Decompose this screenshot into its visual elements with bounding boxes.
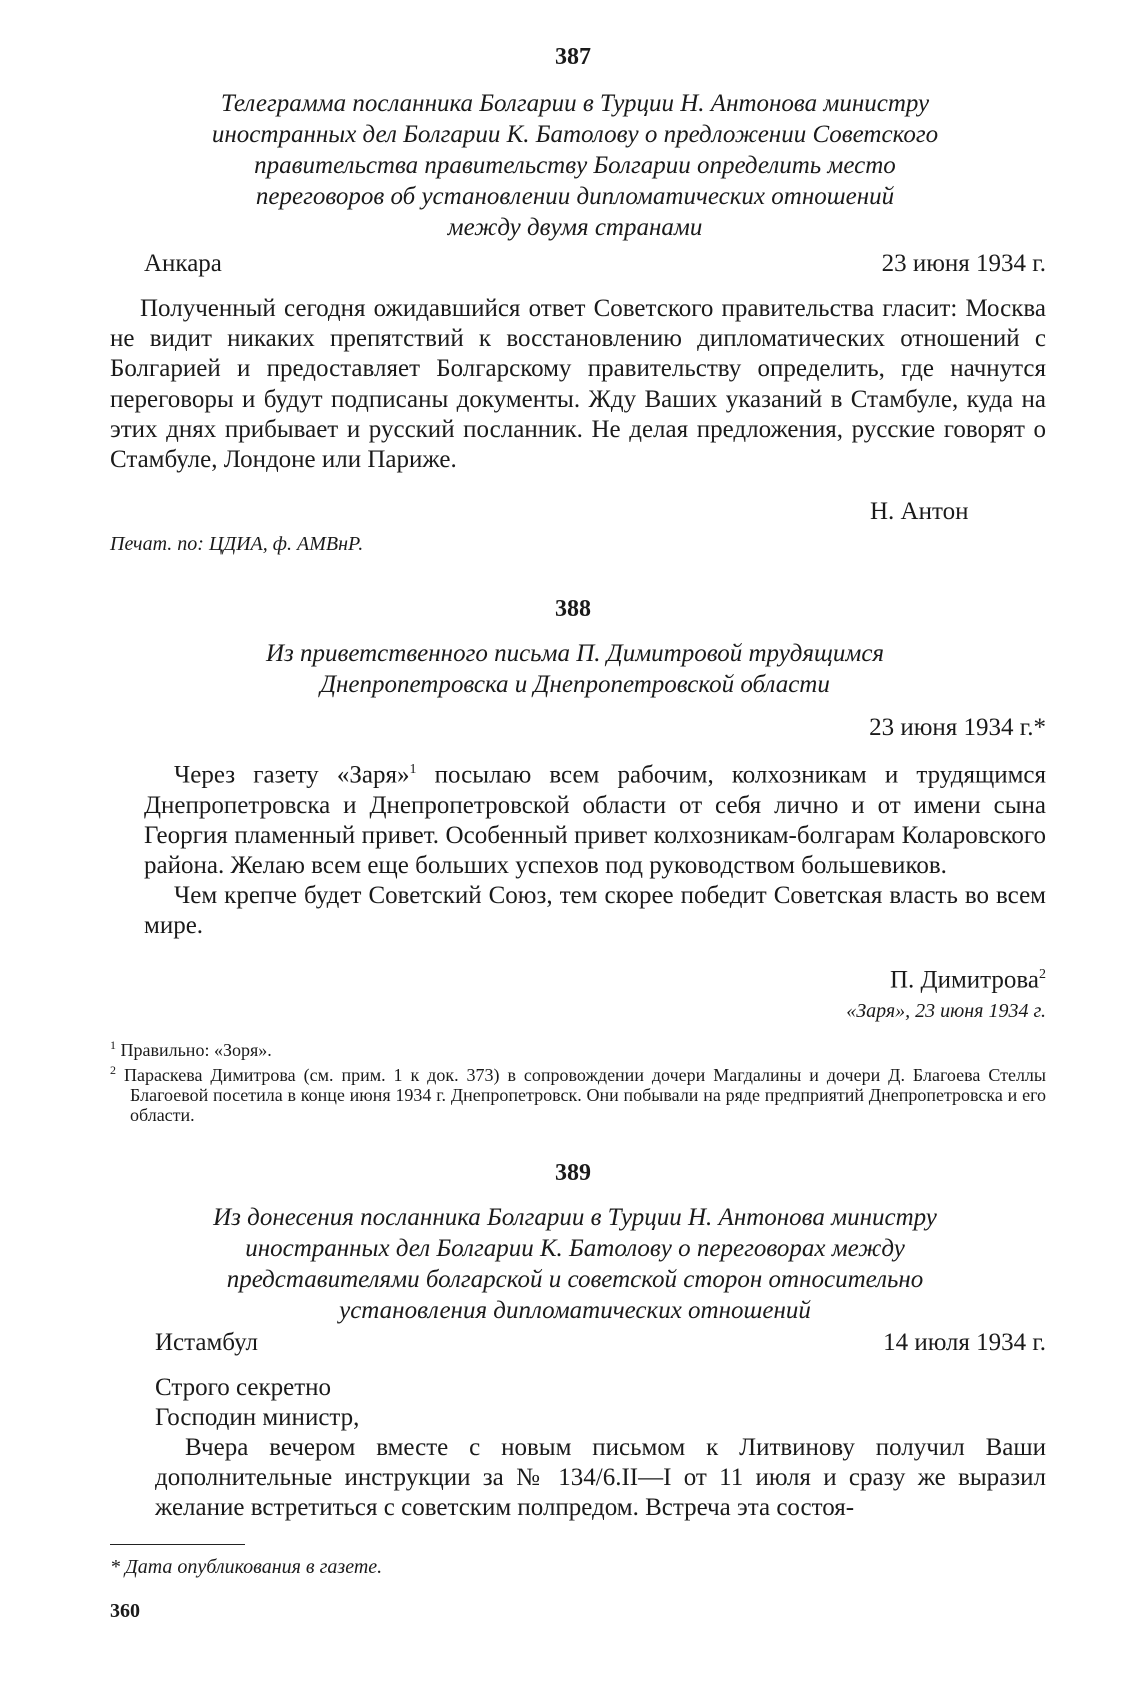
date-387: 23 июня 1934 г. — [881, 250, 1046, 277]
title-line: установления дипломатических отношений — [339, 1297, 811, 1324]
text: посылаю всем рабочим, колхозникам и трудящимся Днепропетровска и Днепропетровской области от себя лично и от имени сына Георгия пламенный привет. Особенный привет колхозникам-болгарам Коларовского района. Желаю всем еще больших успехов под руководством большевиков. — [144, 761, 1046, 879]
source-note-388: «Заря», 23 июня 1934 г. — [846, 1000, 1046, 1022]
signature-388 — [700, 960, 1046, 995]
footnote-rule — [110, 1544, 245, 1545]
document-title-389 — [110, 1202, 1040, 1326]
title-line: между двумя странами — [447, 214, 703, 241]
paragraph: Полученный сегодня ожидавшийся ответ Советского правительства гласит: Москва не видит никаких препятствий к восстановлению дипломатических отношений с Болгарией и предоставляет Болгарскому правительству определить, где начнутся переговоры и будут подписаны документы. Жду Ваших указаний в Стамбуле, куда на этих днях прибывает и русский посланник. Не делая предложения, русские говорят о Стамбуле, Лондоне или Париже. — [110, 295, 1046, 474]
footnote-mark: 2 — [110, 1063, 116, 1077]
body-388 — [144, 755, 1046, 942]
document-number-388: 388 — [555, 596, 591, 622]
title-line: иностранных дел Болгарии К. Батолову о предложении Советского — [211, 121, 939, 148]
signature-387: Н. Антон — [870, 498, 969, 525]
footnote-text: Параскева Димитрова (см. прим. 1 к док. 373) в сопровождении дочери Магдалины и дочери Д. Благоева Стеллы Благоевой посетила в конце июня 1934 г. Днепропетровск. Они побывали на ряде предприятий Днепропетровска и его области. — [123, 1065, 1047, 1125]
title-line: иностранных дел Болгарии К. Батолову о переговорах между — [245, 1235, 905, 1262]
title-line: правительства правительству Болгарии определить место — [254, 152, 896, 179]
document-title-388 — [110, 638, 1040, 700]
document-number-389: 389 — [555, 1160, 591, 1186]
footnotes-388 — [110, 1035, 1046, 1125]
paragraph: Чем крепче будет Советский Союз, тем скорее победит Советская власть во всем мире. — [144, 882, 1046, 940]
paragraph: Вчера вечером вместе с новым письмом к Литвинову получил Ваши дополнительные инструкции за № 134/6.II—I от 11 июля и сразу же выразил желание встретиться с советским полпредом. Встреча эта состоя- — [155, 1434, 1046, 1522]
footnote-ref: 1 — [409, 762, 417, 777]
source-note-387: Печат. по: ЦДИА, ф. АМВнР. — [110, 533, 364, 555]
page-footnote: * Дата опубликования в газете. — [110, 1556, 383, 1578]
place-389: Истамбул — [155, 1329, 258, 1356]
date-389: 14 июля 1934 г. — [883, 1329, 1046, 1356]
footnote — [110, 1035, 1046, 1060]
signature-name: П. Димитрова — [890, 966, 1039, 994]
paragraph — [144, 755, 1046, 881]
text: Через газету «Заря» — [174, 761, 410, 789]
title-line: Из донесения посланника Болгарии в Турции Н. Антонова министру — [213, 1204, 937, 1231]
title-line: Из приветственного письма П. Димитровой трудящимся — [265, 640, 885, 667]
body-389 — [155, 1433, 1046, 1524]
salutation-389: Господин министр, — [155, 1404, 360, 1431]
footnote-mark: 1 — [110, 1038, 116, 1052]
body-387 — [110, 294, 1046, 475]
footnote-ref: 2 — [1039, 967, 1046, 982]
title-line: представителями болгарской и советской сторон относительно — [226, 1266, 924, 1293]
title-line: Днепропетровска и Днепропетровской области — [320, 671, 830, 698]
footnote-text: Правильно: «Зоря». — [120, 1040, 272, 1060]
place-387: Анкара — [144, 250, 222, 277]
document-title-387 — [110, 88, 1040, 243]
document-number-387: 387 — [555, 44, 591, 70]
title-line: Телеграмма посланника Болгарии в Турции Н. Антонова министру — [220, 90, 930, 117]
page-number: 360 — [110, 1600, 140, 1622]
title-line: переговоров об установлении дипломатических отношений — [255, 183, 895, 210]
classification-389: Строго секретно — [155, 1374, 332, 1401]
footnote — [110, 1060, 1046, 1125]
date-388: 23 июня 1934 г.* — [869, 714, 1046, 741]
